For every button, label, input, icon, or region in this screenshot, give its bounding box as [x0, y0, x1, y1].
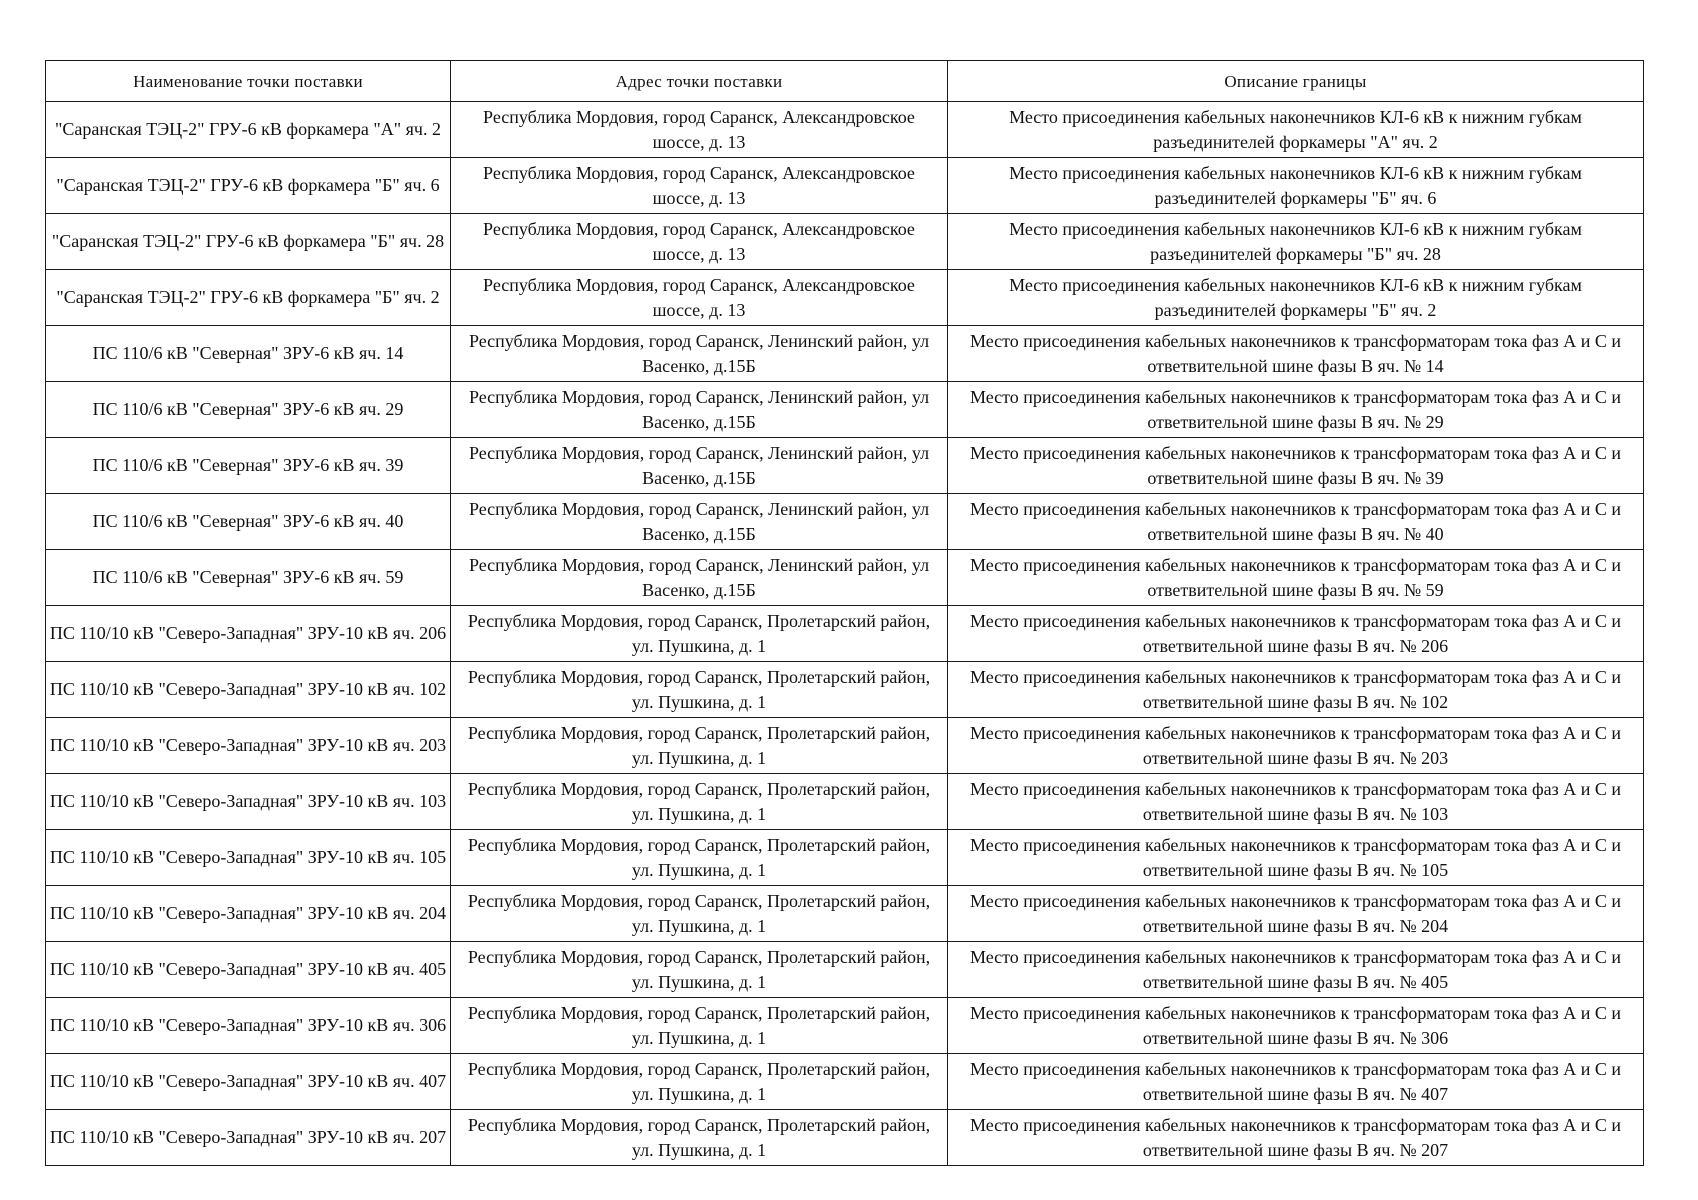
cell-boundary-description: Место присоединения кабельных наконечников КЛ-6 кВ к нижним губкам разъединителей форкамеры "А" яч. 2: [948, 102, 1644, 158]
cell-boundary-description: Место присоединения кабельных наконечников КЛ-6 кВ к нижним губкам разъединителей форкамеры "Б" яч. 2: [948, 270, 1644, 326]
cell-boundary-description: Место присоединения кабельных наконечников к трансформаторам тока фаз А и С и ответвительной шине фазы В яч. № 405: [948, 942, 1644, 998]
cell-point-name: ПС 110/6 кВ "Северная" ЗРУ-6 кВ яч. 40: [46, 494, 451, 550]
table-row: [46, 326, 1644, 382]
table-row: [46, 270, 1644, 326]
table-row: [46, 1110, 1644, 1166]
table-body: [46, 102, 1644, 1166]
cell-boundary-description: Место присоединения кабельных наконечников КЛ-6 кВ к нижним губкам разъединителей форкамеры "Б" яч. 28: [948, 214, 1644, 270]
cell-point-name: ПС 110/6 кВ "Северная" ЗРУ-6 кВ яч. 14: [46, 326, 451, 382]
table-row: [46, 830, 1644, 886]
table-row: [46, 942, 1644, 998]
header-point-name: Наименование точки поставки: [46, 61, 451, 102]
header-row: [46, 61, 1644, 102]
table-row: [46, 494, 1644, 550]
cell-boundary-description: Место присоединения кабельных наконечников к трансформаторам тока фаз А и С и ответвительной шине фазы В яч. № 40: [948, 494, 1644, 550]
cell-point-address: Республика Мордовия, город Саранск, Пролетарский район, ул. Пушкина, д. 1: [451, 830, 948, 886]
table-row: [46, 438, 1644, 494]
cell-point-address: Республика Мордовия, город Саранск, Пролетарский район, ул. Пушкина, д. 1: [451, 1110, 948, 1166]
cell-boundary-description: Место присоединения кабельных наконечников к трансформаторам тока фаз А и С и ответвительной шине фазы В яч. № 206: [948, 606, 1644, 662]
cell-point-name: ПС 110/10 кВ "Северо-Западная" ЗРУ-10 кВ яч. 405: [46, 942, 451, 998]
cell-point-address: Республика Мордовия, город Саранск, Ленинский район, ул Васенко, д.15Б: [451, 382, 948, 438]
table-row: [46, 102, 1644, 158]
cell-boundary-description: Место присоединения кабельных наконечников к трансформаторам тока фаз А и С и ответвительной шине фазы В яч. № 207: [948, 1110, 1644, 1166]
cell-boundary-description: Место присоединения кабельных наконечников к трансформаторам тока фаз А и С и ответвительной шине фазы В яч. № 59: [948, 550, 1644, 606]
cell-point-name: "Саранская ТЭЦ-2" ГРУ-6 кВ форкамера "Б" яч. 6: [46, 158, 451, 214]
cell-boundary-description: Место присоединения кабельных наконечников КЛ-6 кВ к нижним губкам разъединителей форкамеры "Б" яч. 6: [948, 158, 1644, 214]
cell-point-address: Республика Мордовия, город Саранск, Пролетарский район, ул. Пушкина, д. 1: [451, 1054, 948, 1110]
cell-boundary-description: Место присоединения кабельных наконечников к трансформаторам тока фаз А и С и ответвительной шине фазы В яч. № 306: [948, 998, 1644, 1054]
cell-point-name: ПС 110/10 кВ "Северо-Западная" ЗРУ-10 кВ яч. 407: [46, 1054, 451, 1110]
table-row: [46, 1054, 1644, 1110]
cell-point-name: ПС 110/10 кВ "Северо-Западная" ЗРУ-10 кВ яч. 102: [46, 662, 451, 718]
cell-point-address: Республика Мордовия, город Саранск, Ленинский район, ул Васенко, д.15Б: [451, 326, 948, 382]
cell-point-address: Республика Мордовия, город Саранск, Пролетарский район, ул. Пушкина, д. 1: [451, 774, 948, 830]
cell-point-address: Республика Мордовия, город Саранск, Пролетарский район, ул. Пушкина, д. 1: [451, 998, 948, 1054]
header-boundary-description: Описание границы: [948, 61, 1644, 102]
cell-point-address: Республика Мордовия, город Саранск, Ленинский район, ул Васенко, д.15Б: [451, 550, 948, 606]
delivery-points-table: [45, 60, 1644, 1166]
cell-point-name: "Саранская ТЭЦ-2" ГРУ-6 кВ форкамера "Б" яч. 28: [46, 214, 451, 270]
cell-point-name: ПС 110/10 кВ "Северо-Западная" ЗРУ-10 кВ яч. 203: [46, 718, 451, 774]
cell-point-name: ПС 110/10 кВ "Северо-Западная" ЗРУ-10 кВ яч. 206: [46, 606, 451, 662]
cell-point-name: ПС 110/10 кВ "Северо-Западная" ЗРУ-10 кВ яч. 103: [46, 774, 451, 830]
cell-boundary-description: Место присоединения кабельных наконечников к трансформаторам тока фаз А и С и ответвительной шине фазы В яч. № 103: [948, 774, 1644, 830]
cell-point-name: ПС 110/10 кВ "Северо-Западная" ЗРУ-10 кВ яч. 105: [46, 830, 451, 886]
cell-boundary-description: Место присоединения кабельных наконечников к трансформаторам тока фаз А и С и ответвительной шине фазы В яч. № 14: [948, 326, 1644, 382]
table-row: [46, 158, 1644, 214]
cell-point-address: Республика Мордовия, город Саранск, Александровское шоссе, д. 13: [451, 214, 948, 270]
cell-point-name: ПС 110/6 кВ "Северная" ЗРУ-6 кВ яч. 29: [46, 382, 451, 438]
cell-point-name: ПС 110/6 кВ "Северная" ЗРУ-6 кВ яч. 59: [46, 550, 451, 606]
document-page: [45, 60, 1643, 1166]
cell-boundary-description: Место присоединения кабельных наконечников к трансформаторам тока фаз А и С и ответвительной шине фазы В яч. № 407: [948, 1054, 1644, 1110]
cell-point-name: ПС 110/10 кВ "Северо-Западная" ЗРУ-10 кВ яч. 204: [46, 886, 451, 942]
table-row: [46, 606, 1644, 662]
cell-boundary-description: Место присоединения кабельных наконечников к трансформаторам тока фаз А и С и ответвительной шине фазы В яч. № 29: [948, 382, 1644, 438]
table-row: [46, 718, 1644, 774]
cell-boundary-description: Место присоединения кабельных наконечников к трансформаторам тока фаз А и С и ответвительной шине фазы В яч. № 105: [948, 830, 1644, 886]
cell-point-address: Республика Мордовия, город Саранск, Пролетарский район, ул. Пушкина, д. 1: [451, 942, 948, 998]
cell-point-address: Республика Мордовия, город Саранск, Пролетарский район, ул. Пушкина, д. 1: [451, 606, 948, 662]
cell-point-address: Республика Мордовия, город Саранск, Александровское шоссе, д. 13: [451, 270, 948, 326]
cell-point-address: Республика Мордовия, город Саранск, Александровское шоссе, д. 13: [451, 158, 948, 214]
cell-boundary-description: Место присоединения кабельных наконечников к трансформаторам тока фаз А и С и ответвительной шине фазы В яч. № 204: [948, 886, 1644, 942]
cell-boundary-description: Место присоединения кабельных наконечников к трансформаторам тока фаз А и С и ответвительной шине фазы В яч. № 39: [948, 438, 1644, 494]
cell-point-address: Республика Мордовия, город Саранск, Пролетарский район, ул. Пушкина, д. 1: [451, 886, 948, 942]
cell-point-name: "Саранская ТЭЦ-2" ГРУ-6 кВ форкамера "А" яч. 2: [46, 102, 451, 158]
table-row: [46, 998, 1644, 1054]
table-row: [46, 214, 1644, 270]
cell-point-name: ПС 110/6 кВ "Северная" ЗРУ-6 кВ яч. 39: [46, 438, 451, 494]
cell-boundary-description: Место присоединения кабельных наконечников к трансформаторам тока фаз А и С и ответвительной шине фазы В яч. № 102: [948, 662, 1644, 718]
cell-point-address: Республика Мордовия, город Саранск, Пролетарский район, ул. Пушкина, д. 1: [451, 718, 948, 774]
cell-point-address: Республика Мордовия, город Саранск, Александровское шоссе, д. 13: [451, 102, 948, 158]
table-header: [46, 61, 1644, 102]
table-row: [46, 774, 1644, 830]
table-row: [46, 662, 1644, 718]
cell-point-address: Республика Мордовия, город Саранск, Ленинский район, ул Васенко, д.15Б: [451, 494, 948, 550]
cell-point-name: ПС 110/10 кВ "Северо-Западная" ЗРУ-10 кВ яч. 207: [46, 1110, 451, 1166]
cell-boundary-description: Место присоединения кабельных наконечников к трансформаторам тока фаз А и С и ответвительной шине фазы В яч. № 203: [948, 718, 1644, 774]
cell-point-name: ПС 110/10 кВ "Северо-Западная" ЗРУ-10 кВ яч. 306: [46, 998, 451, 1054]
cell-point-name: "Саранская ТЭЦ-2" ГРУ-6 кВ форкамера "Б" яч. 2: [46, 270, 451, 326]
table-row: [46, 382, 1644, 438]
table-row: [46, 886, 1644, 942]
header-point-address: Адрес точки поставки: [451, 61, 948, 102]
table-row: [46, 550, 1644, 606]
cell-point-address: Республика Мордовия, город Саранск, Ленинский район, ул Васенко, д.15Б: [451, 438, 948, 494]
cell-point-address: Республика Мордовия, город Саранск, Пролетарский район, ул. Пушкина, д. 1: [451, 662, 948, 718]
